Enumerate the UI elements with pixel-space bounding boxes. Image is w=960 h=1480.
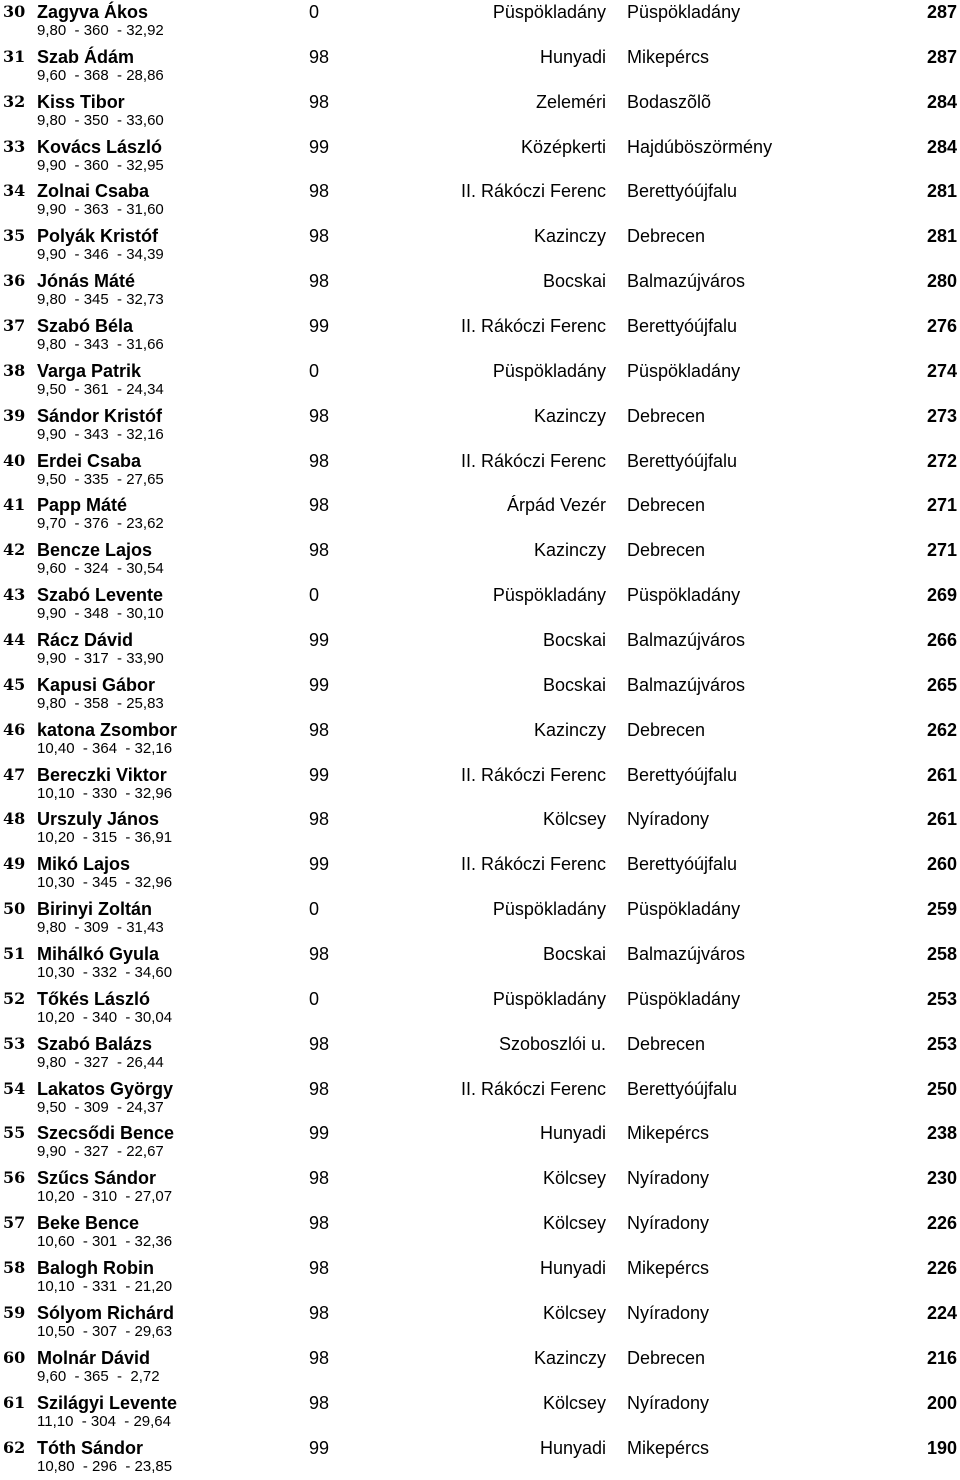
rank: 50 bbox=[3, 897, 25, 921]
athlete-name: Szab Ádám bbox=[37, 45, 134, 69]
town-name: Berettyóújfalu bbox=[627, 1077, 737, 1101]
town-name: Debrecen bbox=[627, 404, 705, 428]
total-score: 271 bbox=[927, 493, 957, 517]
rank: 56 bbox=[3, 1166, 25, 1190]
result-entry bbox=[0, 1077, 960, 1122]
town-name: Berettyóújfalu bbox=[627, 763, 737, 787]
rank: 60 bbox=[3, 1346, 25, 1370]
birth-year: 98 bbox=[309, 493, 329, 517]
rank: 49 bbox=[3, 852, 25, 876]
birth-year: 98 bbox=[309, 538, 329, 562]
athlete-name: Szilágyi Levente bbox=[37, 1391, 177, 1415]
town-name: Mikepércs bbox=[627, 1436, 709, 1460]
school-name: Hunyadi bbox=[540, 1256, 606, 1280]
athlete-name: Mihálkó Gyula bbox=[37, 942, 159, 966]
rank: 51 bbox=[3, 942, 25, 966]
rank: 52 bbox=[3, 987, 25, 1011]
birth-year: 99 bbox=[309, 852, 329, 876]
rank: 43 bbox=[3, 583, 25, 607]
school-name: Bocskai bbox=[543, 628, 606, 652]
result-entry bbox=[0, 1346, 960, 1391]
total-score: 284 bbox=[927, 90, 957, 114]
town-name: Debrecen bbox=[627, 538, 705, 562]
event-results: 9,50 - 361 - 24,34 bbox=[37, 380, 164, 400]
event-results: 9,90 - 360 - 32,95 bbox=[37, 156, 164, 176]
rank: 54 bbox=[3, 1077, 25, 1101]
event-results: 10,10 - 331 - 21,20 bbox=[37, 1277, 172, 1297]
event-results: 10,30 - 345 - 32,96 bbox=[37, 873, 172, 893]
result-entry bbox=[0, 90, 960, 135]
result-entry bbox=[0, 1166, 960, 1211]
athlete-name: Zagyva Ákos bbox=[37, 0, 148, 24]
event-results: 10,20 - 340 - 30,04 bbox=[37, 1008, 172, 1028]
result-entry bbox=[0, 1211, 960, 1256]
event-results: 9,50 - 335 - 27,65 bbox=[37, 470, 164, 490]
event-results: 9,90 - 327 - 22,67 bbox=[37, 1142, 164, 1162]
total-score: 276 bbox=[927, 314, 957, 338]
event-results: 10,50 - 307 - 29,63 bbox=[37, 1322, 172, 1342]
result-entry bbox=[0, 1256, 960, 1301]
event-results: 9,90 - 343 - 32,16 bbox=[37, 425, 164, 445]
result-entry bbox=[0, 493, 960, 538]
school-name: Kölcsey bbox=[543, 1391, 606, 1415]
town-name: Mikepércs bbox=[627, 45, 709, 69]
event-results: 9,50 - 309 - 24,37 bbox=[37, 1098, 164, 1118]
school-name: Püspökladány bbox=[493, 897, 606, 921]
rank: 32 bbox=[3, 90, 25, 114]
school-name: Bocskai bbox=[543, 673, 606, 697]
school-name: Hunyadi bbox=[540, 45, 606, 69]
rank: 41 bbox=[3, 493, 25, 517]
rank: 45 bbox=[3, 673, 25, 697]
school-name: II. Rákóczi Ferenc bbox=[461, 1077, 606, 1101]
total-score: 262 bbox=[927, 718, 957, 742]
total-score: 269 bbox=[927, 583, 957, 607]
school-name: Zeleméri bbox=[536, 90, 606, 114]
athlete-name: Szabó Balázs bbox=[37, 1032, 152, 1056]
birth-year: 0 bbox=[309, 897, 319, 921]
town-name: Balmazújváros bbox=[627, 628, 745, 652]
town-name: Nyíradony bbox=[627, 1391, 709, 1415]
total-score: 271 bbox=[927, 538, 957, 562]
athlete-name: Lakatos György bbox=[37, 1077, 173, 1101]
rank: 48 bbox=[3, 807, 25, 831]
town-name: Nyíradony bbox=[627, 1166, 709, 1190]
birth-year: 98 bbox=[309, 1301, 329, 1325]
birth-year: 98 bbox=[309, 449, 329, 473]
athlete-name: Bereczki Viktor bbox=[37, 763, 167, 787]
birth-year: 98 bbox=[309, 1166, 329, 1190]
town-name: Debrecen bbox=[627, 493, 705, 517]
rank: 61 bbox=[3, 1391, 25, 1415]
birth-year: 98 bbox=[309, 90, 329, 114]
birth-year: 98 bbox=[309, 1211, 329, 1235]
school-name: Bocskai bbox=[543, 269, 606, 293]
result-entry bbox=[0, 404, 960, 449]
event-results: 10,80 - 296 - 23,85 bbox=[37, 1457, 172, 1477]
total-score: 284 bbox=[927, 135, 957, 159]
rank: 31 bbox=[3, 45, 25, 69]
event-results: 9,60 - 368 - 28,86 bbox=[37, 66, 164, 86]
school-name: Kazinczy bbox=[534, 538, 606, 562]
total-score: 287 bbox=[927, 0, 957, 24]
total-score: 224 bbox=[927, 1301, 957, 1325]
town-name: Nyíradony bbox=[627, 1211, 709, 1235]
birth-year: 98 bbox=[309, 1346, 329, 1370]
town-name: Püspökladány bbox=[627, 897, 740, 921]
total-score: 261 bbox=[927, 763, 957, 787]
total-score: 287 bbox=[927, 45, 957, 69]
birth-year: 98 bbox=[309, 1077, 329, 1101]
event-results: 10,30 - 332 - 34,60 bbox=[37, 963, 172, 983]
school-name: Kazinczy bbox=[534, 224, 606, 248]
town-name: Nyíradony bbox=[627, 807, 709, 831]
school-name: Hunyadi bbox=[540, 1121, 606, 1145]
rank: 33 bbox=[3, 135, 25, 159]
school-name: Kölcsey bbox=[543, 1166, 606, 1190]
result-entry bbox=[0, 1391, 960, 1436]
result-entry bbox=[0, 897, 960, 942]
event-results: 9,80 - 360 - 32,92 bbox=[37, 21, 164, 41]
athlete-name: Mikó Lajos bbox=[37, 852, 130, 876]
town-name: Püspökladány bbox=[627, 0, 740, 24]
town-name: Berettyóújfalu bbox=[627, 449, 737, 473]
event-results: 10,10 - 330 - 32,96 bbox=[37, 784, 172, 804]
school-name: II. Rákóczi Ferenc bbox=[461, 449, 606, 473]
town-name: Debrecen bbox=[627, 1032, 705, 1056]
town-name: Hajdúböszörmény bbox=[627, 135, 772, 159]
town-name: Mikepércs bbox=[627, 1121, 709, 1145]
total-score: 272 bbox=[927, 449, 957, 473]
result-entry bbox=[0, 1301, 960, 1346]
school-name: II. Rákóczi Ferenc bbox=[461, 852, 606, 876]
event-results: 9,90 - 317 - 33,90 bbox=[37, 649, 164, 669]
school-name: Püspökladány bbox=[493, 0, 606, 24]
town-name: Berettyóújfalu bbox=[627, 179, 737, 203]
town-name: Balmazújváros bbox=[627, 942, 745, 966]
athlete-name: Tóth Sándor bbox=[37, 1436, 143, 1460]
birth-year: 99 bbox=[309, 1436, 329, 1460]
birth-year: 0 bbox=[309, 987, 319, 1011]
birth-year: 99 bbox=[309, 135, 329, 159]
school-name: Kazinczy bbox=[534, 404, 606, 428]
total-score: 261 bbox=[927, 807, 957, 831]
total-score: 258 bbox=[927, 942, 957, 966]
birth-year: 98 bbox=[309, 807, 329, 831]
total-score: 226 bbox=[927, 1211, 957, 1235]
result-entry bbox=[0, 852, 960, 897]
school-name: Kazinczy bbox=[534, 1346, 606, 1370]
result-entry bbox=[0, 359, 960, 404]
total-score: 216 bbox=[927, 1346, 957, 1370]
result-entry bbox=[0, 942, 960, 987]
result-entry bbox=[0, 135, 960, 180]
result-entry bbox=[0, 1032, 960, 1077]
athlete-name: Zolnai Csaba bbox=[37, 179, 149, 203]
event-results: 9,80 - 350 - 33,60 bbox=[37, 111, 164, 131]
school-name: Kölcsey bbox=[543, 807, 606, 831]
rank: 58 bbox=[3, 1256, 25, 1280]
rank: 42 bbox=[3, 538, 25, 562]
town-name: Bodaszõlõ bbox=[627, 90, 711, 114]
birth-year: 98 bbox=[309, 718, 329, 742]
rank: 46 bbox=[3, 718, 25, 742]
event-results: 10,60 - 301 - 32,36 bbox=[37, 1232, 172, 1252]
event-results: 9,70 - 376 - 23,62 bbox=[37, 514, 164, 534]
total-score: 259 bbox=[927, 897, 957, 921]
total-score: 281 bbox=[927, 224, 957, 248]
athlete-name: Szűcs Sándor bbox=[37, 1166, 156, 1190]
event-results: 9,60 - 365 - 2,72 bbox=[37, 1367, 160, 1387]
athlete-name: Kiss Tibor bbox=[37, 90, 125, 114]
total-score: 200 bbox=[927, 1391, 957, 1415]
result-entry bbox=[0, 449, 960, 494]
athlete-name: Tőkés László bbox=[37, 987, 150, 1011]
event-results: 9,80 - 309 - 31,43 bbox=[37, 918, 164, 938]
athlete-name: Rácz Dávid bbox=[37, 628, 133, 652]
total-score: 274 bbox=[927, 359, 957, 383]
event-results: 9,90 - 346 - 34,39 bbox=[37, 245, 164, 265]
total-score: 230 bbox=[927, 1166, 957, 1190]
athlete-name: Molnár Dávid bbox=[37, 1346, 150, 1370]
school-name: Bocskai bbox=[543, 942, 606, 966]
result-entry bbox=[0, 0, 960, 45]
athlete-name: Birinyi Zoltán bbox=[37, 897, 152, 921]
result-entry bbox=[0, 673, 960, 718]
result-entry bbox=[0, 314, 960, 359]
total-score: 250 bbox=[927, 1077, 957, 1101]
town-name: Debrecen bbox=[627, 1346, 705, 1370]
town-name: Berettyóújfalu bbox=[627, 852, 737, 876]
total-score: 273 bbox=[927, 404, 957, 428]
rank: 39 bbox=[3, 404, 25, 428]
birth-year: 98 bbox=[309, 1032, 329, 1056]
event-results: 9,80 - 358 - 25,83 bbox=[37, 694, 164, 714]
total-score: 253 bbox=[927, 987, 957, 1011]
school-name: Árpád Vezér bbox=[507, 493, 606, 517]
birth-year: 98 bbox=[309, 404, 329, 428]
rank: 36 bbox=[3, 269, 25, 293]
total-score: 280 bbox=[927, 269, 957, 293]
town-name: Püspökladány bbox=[627, 359, 740, 383]
school-name: Püspökladány bbox=[493, 583, 606, 607]
town-name: Mikepércs bbox=[627, 1256, 709, 1280]
result-entry bbox=[0, 718, 960, 763]
total-score: 265 bbox=[927, 673, 957, 697]
event-results: 10,40 - 364 - 32,16 bbox=[37, 739, 172, 759]
total-score: 190 bbox=[927, 1436, 957, 1460]
birth-year: 98 bbox=[309, 45, 329, 69]
town-name: Nyíradony bbox=[627, 1301, 709, 1325]
school-name: Középkerti bbox=[521, 135, 606, 159]
total-score: 238 bbox=[927, 1121, 957, 1145]
event-results: 9,90 - 348 - 30,10 bbox=[37, 604, 164, 624]
birth-year: 0 bbox=[309, 583, 319, 607]
result-entry bbox=[0, 1436, 960, 1480]
birth-year: 99 bbox=[309, 763, 329, 787]
athlete-name: Kovács László bbox=[37, 135, 162, 159]
athlete-name: Beke Bence bbox=[37, 1211, 139, 1235]
athlete-name: Balogh Robin bbox=[37, 1256, 154, 1280]
school-name: Hunyadi bbox=[540, 1436, 606, 1460]
athlete-name: Urszuly János bbox=[37, 807, 159, 831]
athlete-name: Szabó Levente bbox=[37, 583, 163, 607]
rank: 62 bbox=[3, 1436, 25, 1460]
rank: 40 bbox=[3, 449, 25, 473]
athlete-name: Sándor Kristóf bbox=[37, 404, 162, 428]
result-entry bbox=[0, 269, 960, 314]
school-name: II. Rákóczi Ferenc bbox=[461, 314, 606, 338]
school-name: Szoboszlói u. bbox=[499, 1032, 606, 1056]
athlete-name: Sólyom Richárd bbox=[37, 1301, 174, 1325]
athlete-name: Kapusi Gábor bbox=[37, 673, 155, 697]
event-results: 10,20 - 310 - 27,07 bbox=[37, 1187, 172, 1207]
result-entry bbox=[0, 1121, 960, 1166]
rank: 35 bbox=[3, 224, 25, 248]
town-name: Debrecen bbox=[627, 718, 705, 742]
result-entry bbox=[0, 987, 960, 1032]
result-entry bbox=[0, 628, 960, 673]
school-name: Kölcsey bbox=[543, 1211, 606, 1235]
athlete-name: katona Zsombor bbox=[37, 718, 177, 742]
rank: 59 bbox=[3, 1301, 25, 1325]
school-name: II. Rákóczi Ferenc bbox=[461, 763, 606, 787]
result-entry bbox=[0, 179, 960, 224]
athlete-name: Szecsődi Bence bbox=[37, 1121, 174, 1145]
total-score: 260 bbox=[927, 852, 957, 876]
birth-year: 99 bbox=[309, 673, 329, 697]
rank: 38 bbox=[3, 359, 25, 383]
athlete-name: Varga Patrik bbox=[37, 359, 141, 383]
birth-year: 98 bbox=[309, 1391, 329, 1415]
birth-year: 99 bbox=[309, 628, 329, 652]
birth-year: 98 bbox=[309, 1256, 329, 1280]
total-score: 253 bbox=[927, 1032, 957, 1056]
rank: 30 bbox=[3, 0, 25, 24]
rank: 47 bbox=[3, 763, 25, 787]
event-results: 10,20 - 315 - 36,91 bbox=[37, 828, 172, 848]
athlete-name: Papp Máté bbox=[37, 493, 127, 517]
birth-year: 0 bbox=[309, 359, 319, 383]
rank: 57 bbox=[3, 1211, 25, 1235]
result-entry bbox=[0, 763, 960, 808]
birth-year: 98 bbox=[309, 179, 329, 203]
rank: 37 bbox=[3, 314, 25, 338]
result-entry bbox=[0, 807, 960, 852]
athlete-name: Jónás Máté bbox=[37, 269, 135, 293]
athlete-name: Bencze Lajos bbox=[37, 538, 152, 562]
town-name: Balmazújváros bbox=[627, 673, 745, 697]
school-name: II. Rákóczi Ferenc bbox=[461, 179, 606, 203]
result-entry bbox=[0, 224, 960, 269]
school-name: Kazinczy bbox=[534, 718, 606, 742]
result-entry bbox=[0, 45, 960, 90]
birth-year: 98 bbox=[309, 269, 329, 293]
birth-year: 98 bbox=[309, 942, 329, 966]
total-score: 281 bbox=[927, 179, 957, 203]
total-score: 226 bbox=[927, 1256, 957, 1280]
rank: 34 bbox=[3, 179, 25, 203]
event-results: 9,60 - 324 - 30,54 bbox=[37, 559, 164, 579]
athlete-name: Erdei Csaba bbox=[37, 449, 141, 473]
school-name: Püspökladány bbox=[493, 359, 606, 383]
result-entry bbox=[0, 538, 960, 583]
birth-year: 98 bbox=[309, 224, 329, 248]
event-results: 9,80 - 343 - 31,66 bbox=[37, 335, 164, 355]
school-name: Kölcsey bbox=[543, 1301, 606, 1325]
birth-year: 0 bbox=[309, 0, 319, 24]
athlete-name: Polyák Kristóf bbox=[37, 224, 158, 248]
rank: 55 bbox=[3, 1121, 25, 1145]
event-results: 11,10 - 304 - 29,64 bbox=[37, 1412, 171, 1432]
rank: 44 bbox=[3, 628, 25, 652]
event-results: 9,80 - 327 - 26,44 bbox=[37, 1053, 164, 1073]
town-name: Debrecen bbox=[627, 224, 705, 248]
birth-year: 99 bbox=[309, 314, 329, 338]
event-results: 9,90 - 363 - 31,60 bbox=[37, 200, 164, 220]
town-name: Berettyóújfalu bbox=[627, 314, 737, 338]
result-entry bbox=[0, 583, 960, 628]
town-name: Püspökladány bbox=[627, 583, 740, 607]
town-name: Balmazújváros bbox=[627, 269, 745, 293]
school-name: Püspökladány bbox=[493, 987, 606, 1011]
birth-year: 99 bbox=[309, 1121, 329, 1145]
total-score: 266 bbox=[927, 628, 957, 652]
town-name: Püspökladány bbox=[627, 987, 740, 1011]
rank: 53 bbox=[3, 1032, 25, 1056]
athlete-name: Szabó Béla bbox=[37, 314, 133, 338]
event-results: 9,80 - 345 - 32,73 bbox=[37, 290, 164, 310]
